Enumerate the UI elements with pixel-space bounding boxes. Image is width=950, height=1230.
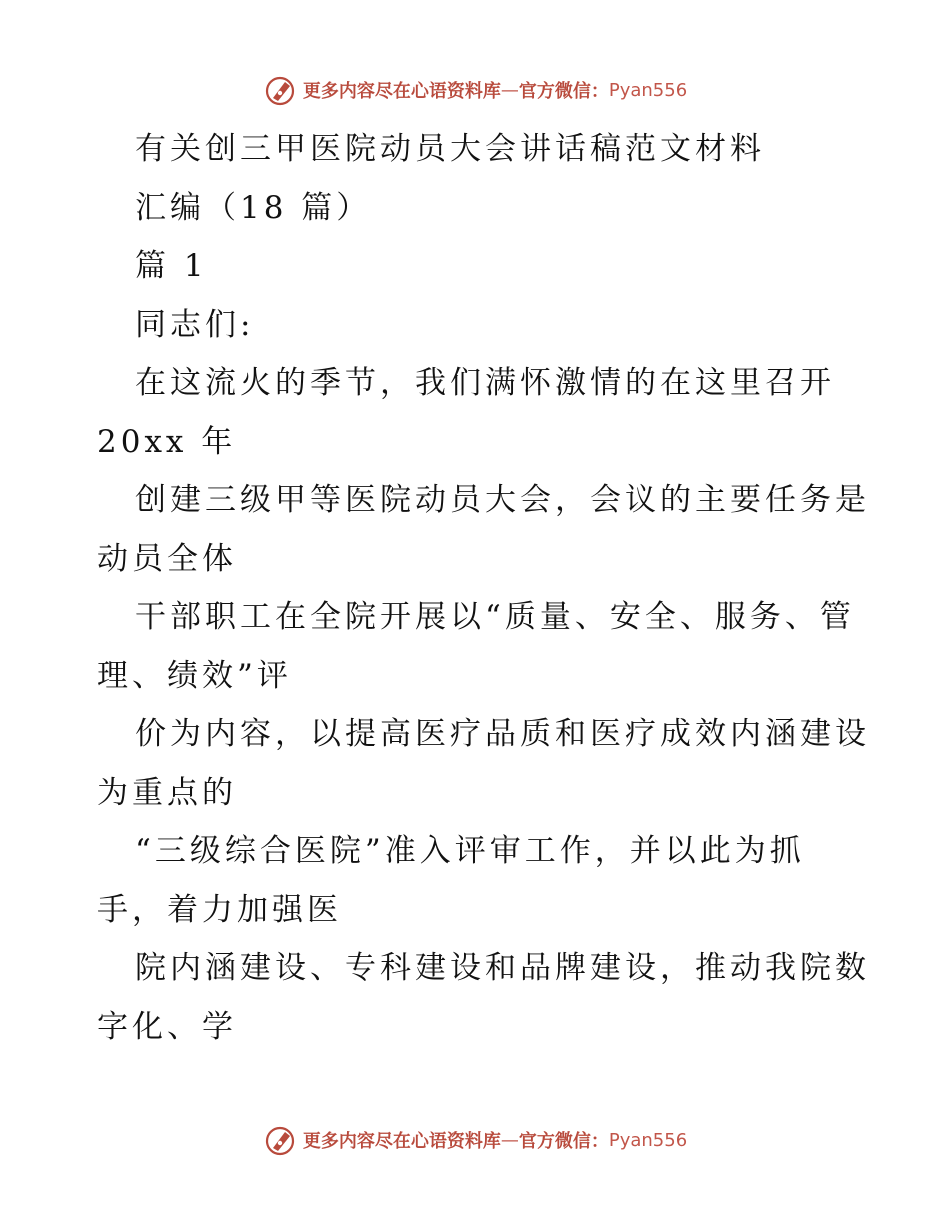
header-watermark-banner bbox=[0, 70, 950, 110]
paragraph-line: 手，着力加强医 bbox=[97, 891, 342, 928]
paragraph-line: 价为内容，以提高医疗品质和医疗成效内涵建设 bbox=[135, 716, 870, 752]
paragraph-line: 创建三级甲等医院动员大会，会议的主要任务是 bbox=[135, 482, 870, 518]
banner-wechat-label: 官方微信： bbox=[518, 81, 609, 102]
banner-wechat-id: Pyan556 bbox=[608, 79, 688, 101]
paragraph-line: 字化、学 bbox=[97, 1008, 237, 1045]
pen-nib-circle-icon bbox=[263, 1122, 299, 1158]
banner-slogan: 更多内容尽在心语资料库 bbox=[302, 81, 501, 102]
banner-separator: — bbox=[500, 1129, 519, 1151]
footer-watermark-banner bbox=[0, 1120, 950, 1160]
paragraph-line: 在这流火的季节，我们满怀激情的在这里召开 bbox=[135, 365, 835, 401]
salutation: 同志们: bbox=[135, 306, 255, 343]
document-title-line-2: 汇编（18 篇） bbox=[135, 189, 372, 226]
banner-slogan: 更多内容尽在心语资料库 bbox=[302, 1131, 501, 1152]
document-body bbox=[97, 120, 870, 1056]
paragraph-line: 动员全体 bbox=[97, 540, 237, 577]
banner-separator: — bbox=[500, 79, 519, 101]
paragraph-line: 20xx 年 bbox=[97, 423, 237, 460]
paragraph-line: 干部职工在全院开展以“质量、安全、服务、管 bbox=[135, 599, 855, 635]
document-title-line-1: 有关创三甲医院动员大会讲话稿范文材料 bbox=[135, 131, 765, 167]
banner-wechat-label: 官方微信： bbox=[518, 1131, 609, 1152]
paragraph-line: 为重点的 bbox=[97, 774, 237, 811]
banner-wechat-id: Pyan556 bbox=[608, 1129, 688, 1151]
paragraph-line: “三级综合医院”准入评审工作，并以此为抓 bbox=[135, 833, 805, 869]
paragraph-line: 院内涵建设、专科建设和品牌建设，推动我院数 bbox=[135, 950, 870, 986]
section-heading: 篇 1 bbox=[135, 248, 208, 284]
pen-nib-circle-icon bbox=[263, 72, 299, 108]
paragraph-line: 理、绩效”评 bbox=[97, 657, 292, 694]
